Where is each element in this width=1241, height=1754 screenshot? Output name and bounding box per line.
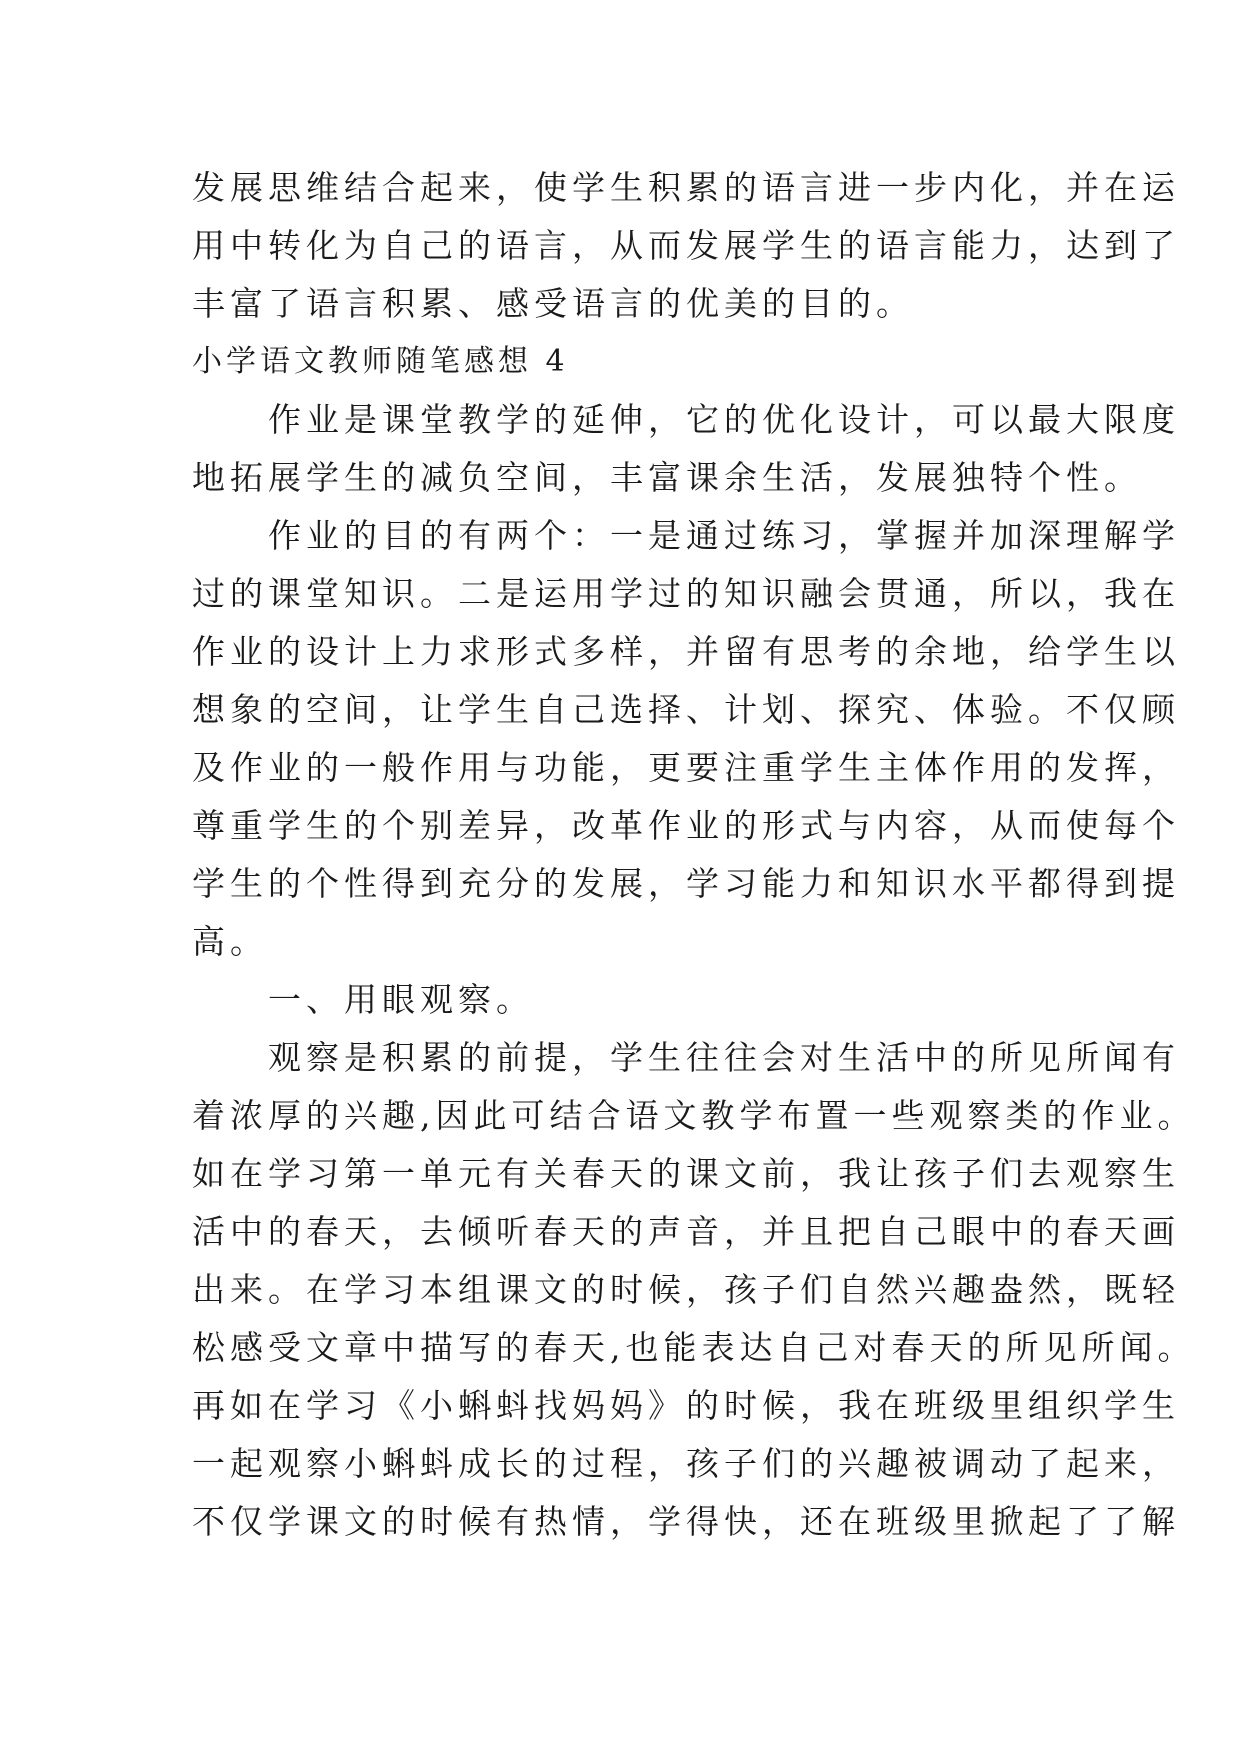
text-line: 作业的设计上力求形式多样，并留有思考的余地，给学生以 bbox=[192, 632, 1180, 671]
text-line: 及作业的一般作用与功能，更要注重学生主体作用的发挥， bbox=[192, 748, 1180, 787]
subheading-line: 一、用眼观察。 bbox=[192, 980, 534, 1019]
text-line: 松感受文章中描写的春天,也能表达自己对春天的所见所闻。 bbox=[192, 1328, 1196, 1367]
text-line: 再如在学习《小蝌蚪找妈妈》的时候，我在班级里组织学生 bbox=[192, 1386, 1180, 1425]
text-line: 如在学习第一单元有关春天的课文前，我让孩子们去观察生 bbox=[192, 1154, 1180, 1193]
text-line: 地拓展学生的减负空间，丰富课余生活，发展独特个性。 bbox=[192, 458, 1142, 497]
text-line: 过的课堂知识。二是运用学过的知识融会贯通，所以，我在 bbox=[192, 574, 1180, 613]
text-line: 尊重学生的个别差异，改革作业的形式与内容，从而使每个 bbox=[192, 806, 1180, 845]
text-line: 学生的个性得到充分的发展，学习能力和知识水平都得到提 bbox=[192, 864, 1180, 903]
section-heading: 小学语文教师随笔感想 4 bbox=[192, 344, 569, 379]
text-line: 高。 bbox=[192, 922, 268, 961]
text-line: 着浓厚的兴趣,因此可结合语文教学布置一些观察类的作业。 bbox=[192, 1096, 1196, 1135]
text-line: 发展思维结合起来，使学生积累的语言进一步内化，并在运 bbox=[192, 168, 1180, 207]
text-line: 用中转化为自己的语言，从而发展学生的语言能力，达到了 bbox=[192, 226, 1180, 265]
text-line: 一起观察小蝌蚪成长的过程，孩子们的兴趣被调动了起来， bbox=[192, 1444, 1180, 1483]
text-line: 作业是课堂教学的延伸，它的优化设计，可以最大限度 bbox=[192, 400, 1180, 439]
text-line: 不仅学课文的时候有热情，学得快，还在班级里掀起了了解 bbox=[192, 1502, 1180, 1541]
text-line: 想象的空间，让学生自己选择、计划、探究、体验。不仅顾 bbox=[192, 690, 1180, 729]
text-line: 活中的春天，去倾听春天的声音，并且把自己眼中的春天画 bbox=[192, 1212, 1180, 1251]
text-line: 丰富了语言积累、感受语言的优美的目的。 bbox=[192, 284, 914, 323]
text-line: 观察是积累的前提，学生往往会对生活中的所见所闻有 bbox=[192, 1038, 1180, 1077]
text-line: 作业的目的有两个：一是通过练习，掌握并加深理解学 bbox=[192, 516, 1180, 555]
text-line: 出来。在学习本组课文的时候，孩子们自然兴趣盎然，既轻 bbox=[192, 1270, 1180, 1309]
